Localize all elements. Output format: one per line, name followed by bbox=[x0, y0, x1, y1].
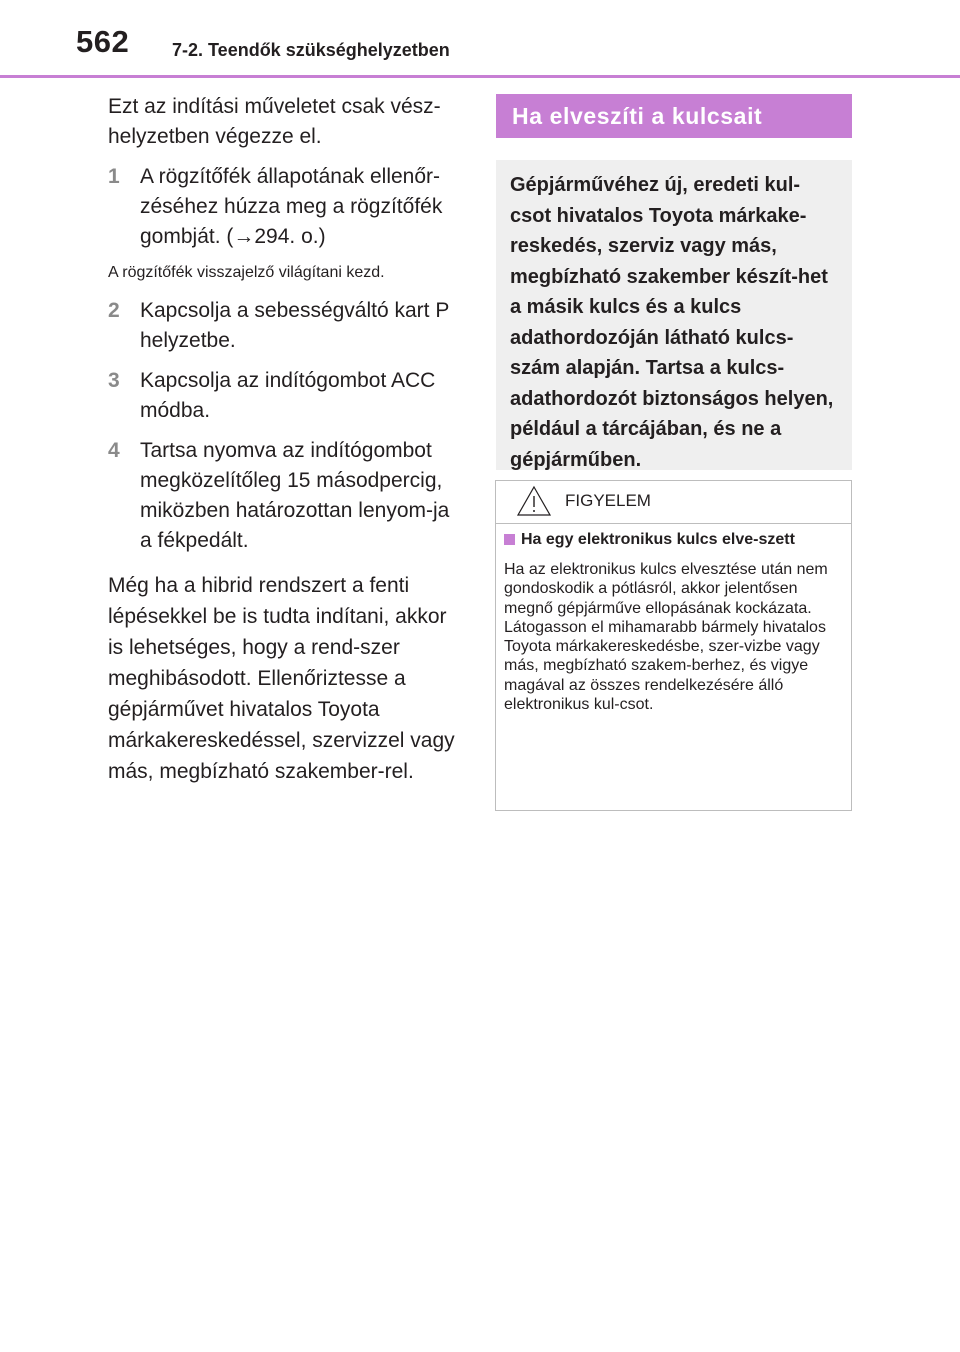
square-bullet-icon bbox=[504, 534, 515, 545]
section-title: 7-2. Teendők szükséghelyzetben bbox=[172, 40, 450, 60]
step-text: A rögzítőfék állapotának ellenőr-zéséhez húzza meg a rögzítőfék gombját. (→294. o.) bbox=[140, 165, 443, 248]
step-text: Kapcsolja az indítógombot ACC módba. bbox=[140, 369, 436, 422]
warning-subheading-text: Ha egy elektronikus kulcs elve-szett bbox=[521, 531, 795, 548]
step-number: 3 bbox=[108, 369, 120, 392]
page-number: 562 bbox=[76, 24, 130, 59]
warning-body bbox=[496, 524, 851, 714]
warning-triangle-icon bbox=[516, 485, 552, 517]
closing-paragraph: Még ha a hibrid rendszert a fenti lépésekkel be is tudta indítani, akkor is lehetséges, hogy a rend-szer meghibásodott. Ellenőriztesse a gépjárművet hivatalos Toyota márkakereskedéssel, szervizzel vagy más, megbízható szakember-rel. bbox=[108, 574, 455, 783]
step-text: Tartsa nyomva az indítógombot megközelítőleg 15 másodpercig, miközben határozottan lenyom-ja a fékpedált. bbox=[140, 439, 450, 552]
warning-text: Ha az elektronikus kulcs elvesztése után nem gondoskodik a pótlásról, akkor jelentősen megnő gépjárműve ellopásának kockázata. Látogasson el mihamarabb bármely hivatalos Toyota márkakereskedésbe, szer-vizbe vagy más, megbízható szakem-berhez, és vigye magával az összes rendelkezésére álló elektronikus kul-csot. bbox=[504, 561, 828, 714]
header-rule bbox=[0, 75, 960, 78]
step-item bbox=[108, 296, 466, 356]
intro-text: Ezt az indítási műveletet csak vész-helyzetben végezze el. bbox=[108, 95, 441, 148]
step-number: 4 bbox=[108, 439, 120, 462]
warning-header bbox=[496, 481, 851, 524]
left-column bbox=[108, 92, 466, 787]
warning-subheading bbox=[504, 530, 843, 550]
step-item bbox=[108, 366, 466, 426]
section-banner: Ha elveszíti a kulcsait bbox=[496, 94, 852, 138]
step-number: 2 bbox=[108, 299, 120, 322]
step-item bbox=[108, 162, 466, 252]
step-item bbox=[108, 436, 466, 556]
step-note: A rögzítőfék visszajelző világítani kezd. bbox=[108, 264, 385, 281]
warning-box bbox=[495, 480, 852, 811]
warning-label: FIGYELEM bbox=[565, 491, 651, 510]
step-text: Kapcsolja a sebességváltó kart P helyzetbe. bbox=[140, 299, 449, 352]
page-header bbox=[0, 0, 960, 80]
info-box: Gépjárművéhez új, eredeti kul-csot hivatalos Toyota márkake-reskedés, szerviz vagy más, megbízható szakember készít-het a másik kulcs és a kulcs adathordozóján látható kulcs-szám alapján. Tartsa a kulcs-adathordozót biztonságos helyen, például a tárcájában, és ne a gépjárműben. bbox=[496, 160, 852, 470]
step-number: 1 bbox=[108, 165, 120, 188]
